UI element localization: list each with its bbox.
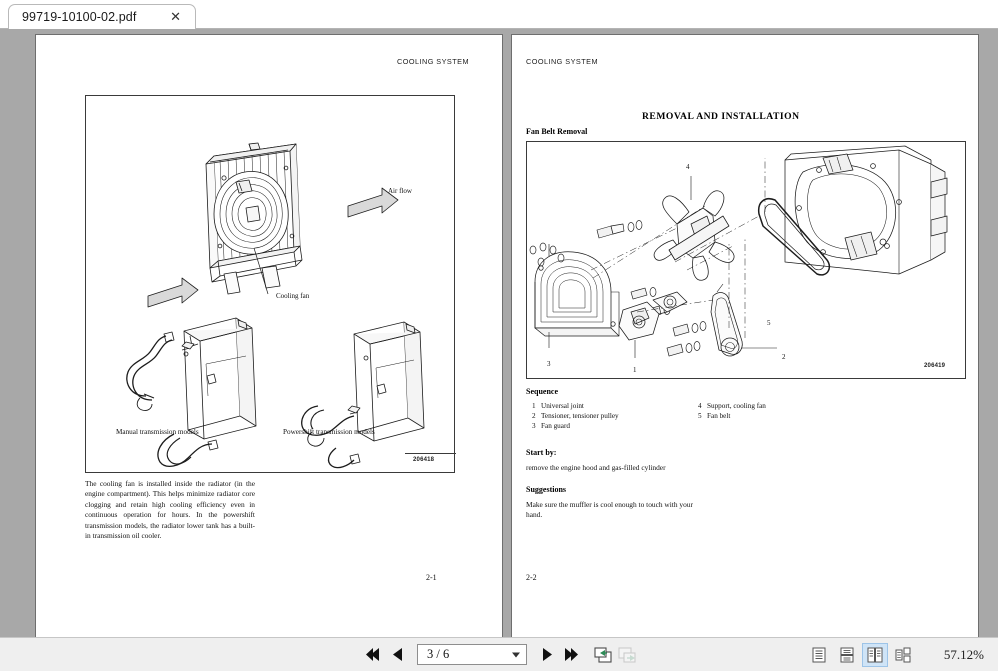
tab-title: 99719-10100-02.pdf [22,10,137,24]
sequence-item-number: 2 [532,412,536,420]
sequence-heading: Sequence [526,387,558,396]
right-page-number: 2-2 [526,573,537,582]
bottom-toolbar [0,637,998,671]
pdf-page-right[interactable] [511,34,979,637]
right-page-header: COOLING SYSTEM [526,57,598,66]
sequence-item-label: Support, cooling fan [707,402,766,410]
sequence-item [532,421,619,431]
start-by-heading: Start by: [526,448,557,457]
right-figure-frame [526,141,966,379]
right-figure-callout-5: 5 [767,319,771,327]
page-number-input[interactable] [425,646,513,663]
pdf-page-left[interactable] [35,34,503,637]
view-mode-continuous[interactable] [834,643,860,667]
previous-view-icon[interactable] [591,643,615,667]
left-figure-label-cooling-fan: Cooling fan [276,292,310,300]
left-page-header: COOLING SYSTEM [397,57,469,66]
right-figure-callout-4: 4 [686,163,690,171]
document-tab[interactable] [8,4,196,29]
sequence-item [532,401,619,411]
left-page-body: The cooling fan is installed inside the radiator (in the engine compartment). This helps minimize radiator core clogging and retain high cooling efficiency even in continuous operation for hours. In the powershift transmission models, the radiator lower tank has a built-in transmission oil cooler. [85,479,255,541]
next-view-icon[interactable] [615,643,639,667]
sequence-item [698,401,766,411]
view-mode-group [806,643,984,667]
sequence-item-label: Fan belt [707,412,731,420]
page-number-field[interactable] [417,644,527,665]
sequence-item-label: Fan guard [541,422,570,430]
start-by-text: remove the engine hood and gas-filled cylinder [526,463,666,472]
sequence-list-left [532,401,619,431]
right-figure-callout-3: 3 [547,360,551,368]
left-figure-frame [85,95,455,473]
sequence-item-number: 4 [698,402,702,410]
left-figure-number-rule [405,453,456,454]
page-navigation-group [361,643,639,667]
first-page-icon[interactable] [361,643,385,667]
sequence-item-label: Universal joint [541,402,584,410]
chevron-down-icon[interactable] [512,652,520,657]
view-mode-single-page[interactable] [806,643,832,667]
zoom-level-label[interactable]: 57.12% [943,646,984,662]
right-figure-callout-1: 1 [633,366,637,374]
left-page-number: 2-1 [426,573,437,582]
view-mode-book-view[interactable] [890,643,916,667]
left-figure-drawing [86,96,454,472]
sequence-item [532,411,619,421]
sequence-item [698,411,766,421]
left-figure-caption-powershift: Powershift transmission models [283,428,375,436]
previous-page-icon[interactable] [385,643,409,667]
suggestions-text: Make sure the muffler is cool enough to touch with your hand. [526,500,693,520]
sequence-item-number: 1 [532,402,536,410]
sequence-item-number: 5 [698,412,702,420]
sequence-list-right [698,401,766,421]
right-figure-drawing [527,142,965,378]
right-page-title: REMOVAL AND INSTALLATION [642,111,800,122]
last-page-icon[interactable] [559,643,583,667]
left-figure-label-airflow: Air flow [388,187,412,195]
sequence-item-label: Tensioner, tensioner pulley [541,412,619,420]
right-page-subtitle: Fan Belt Removal [526,127,588,136]
tab-bar [0,0,998,29]
sequence-item-number: 3 [532,422,536,430]
document-viewport[interactable] [0,29,998,637]
left-figure-number: 206418 [413,457,435,463]
suggestions-heading: Suggestions [526,485,567,494]
left-figure-caption-manual: Manual transmission models [116,428,199,436]
view-mode-two-page-facing[interactable] [862,643,888,667]
next-page-icon[interactable] [535,643,559,667]
close-icon[interactable]: ✕ [170,9,181,24]
page-spread [35,34,979,637]
right-figure-number: 206419 [924,363,946,369]
right-figure-callout-2: 2 [782,353,786,361]
